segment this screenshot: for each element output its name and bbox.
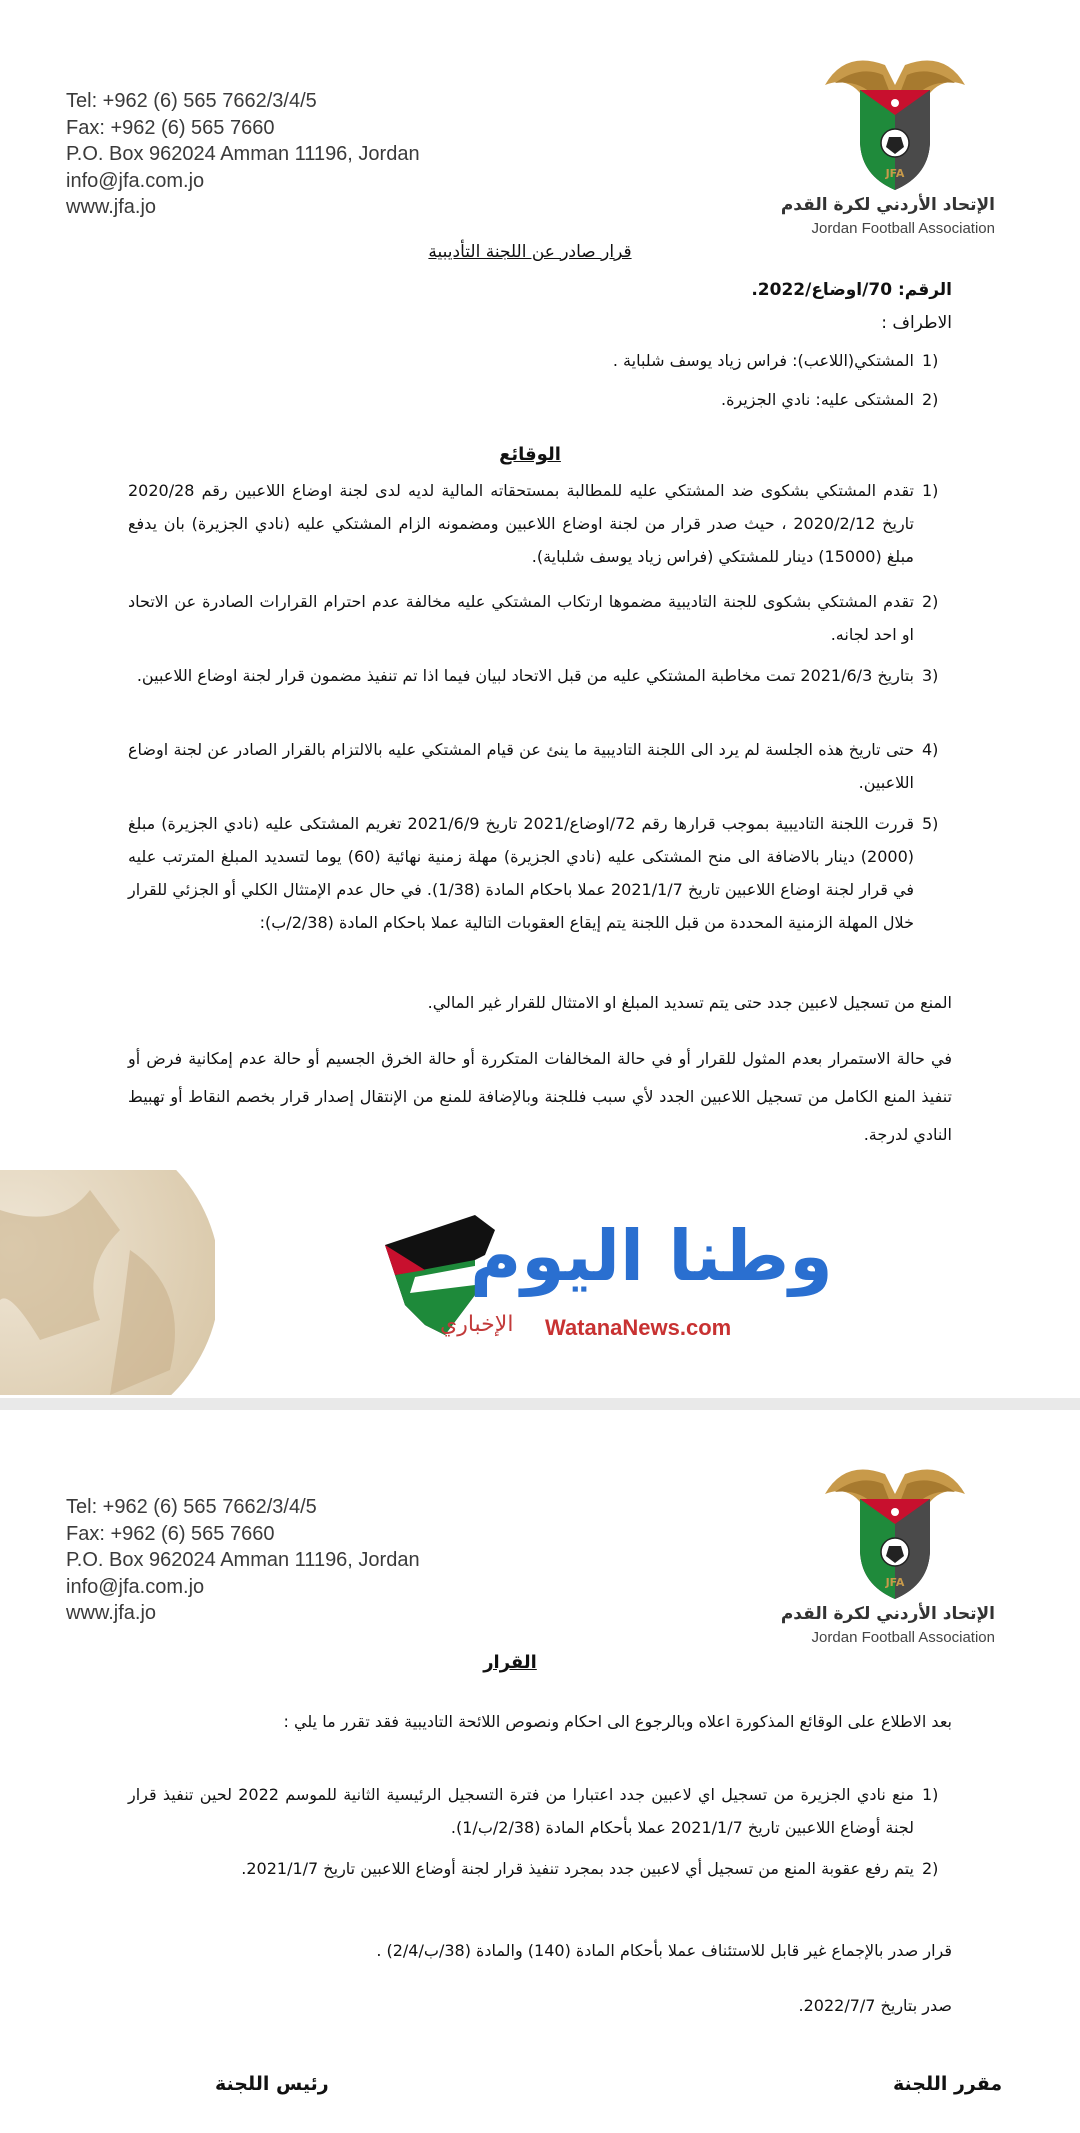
page-separator [0,1398,1080,1410]
fact-text: تقدم المشتكي بشكوى للجنة التاديبية مضموها ارتكاب المشتكي عليه مخالفة عدم احترام القرارات الصادرة عن الاتحاد او احد لجانه. [128,592,914,644]
contact-email: info@jfa.com.jo [66,169,205,192]
jfa-eagle-crest-icon [815,45,975,195]
contact-fax: Fax: +962 (6) 565 7660 [66,1522,275,1545]
jfa-logo [780,45,995,245]
decision-heading: القرار [483,1652,537,1673]
jfa-logo [780,1454,995,1654]
item-number: 1) [922,1785,939,1804]
fact-text: حتى تاريخ هذه الجلسة لم يرد الى اللجنة التاديبية ما ينئ عن قيام المشتكي عليه بالالتزام بالقرار الصادر عن لجنة اوضاع اللاعبين. [128,740,914,792]
logo-name-arabic: الإتحاد الأردني لكرة القدم [780,195,995,215]
contact-tel: Tel: +962 (6) 565 7662/3/4/5 [66,1496,317,1518]
parties-label: الاطراف : [881,313,952,333]
party-item [152,383,952,416]
contact-email: info@jfa.com.jo [66,1575,205,1598]
decision-text: منع نادي الجزيرة من تسجيل اي لاعبين جدد اعتبارا من فترة التسجيل الرئيسية الثانية للموسم 2022 لحين تنفيذ قرار لجنة أوضاع اللاعبين تاريخ 2021/1/7 عملا بأحكام المادة (2/38/ب/1). [128,1785,915,1837]
contact-block [66,88,420,221]
fact-item [128,733,952,799]
fact-text: تقدم المشتكي بشكوى ضد المشتكي عليه للمطالبة بمستحقاته المالية لديه لدى لجنة اوضاع اللاعبين رقم 2020/28 تاريخ 2020/2/12 ، حيث صدر قرار من لجنة اوضاع اللاعبين ومضمونه الزام المشتكي عليه (نادي الجزيرة) بان يدفع مبلغ (15000) دينار للمشتكي (فراس زياد يوسف شلباية). [128,481,915,566]
document-title: قرار صادر عن اللجنة التأديبية [428,242,632,262]
contact-pobox: P.O. Box 962024 Amman 11196, Jordan [66,143,420,165]
svg-text:JFA: JFA [885,1576,905,1589]
logo-name-english: Jordan Football Association [811,1629,995,1646]
committee-chairman-label: رئيس اللجنة [215,2073,329,2095]
svg-text:JFA: JFA [885,167,905,180]
logo-name-english: Jordan Football Association [811,220,995,237]
contact-pobox: P.O. Box 962024 Amman 11196, Jordan [66,1549,420,1571]
item-number: 1) [922,351,939,370]
penalty-paragraph: في حالة الاستمرار بعدم المثول للقرار أو في حالة المخالفات المتكررة أو حالة الخرق الجسيم أو حالة عدم إمكانية فرض أو تنفيذ المنع الكامل من تسجيل اللاعبين الجدد لأي سبب فللجنة وبالإضافة للمنع من الإنتقال إصدار قرار بخصم النقاط أو تهبيط النادي لدرجة. [128,1049,952,1144]
watermark-subtitle: الإخباري [440,1312,514,1337]
fact-text: بتاريخ 2021/6/3 تمت مخاطبة المشتكي عليه من قبل الاتحاد لبيان فيما اذا تم تنفيذ مضمون قرار لجنة اوضاع اللاعبين. [136,666,914,685]
jfa-eagle-crest-icon [815,1454,975,1604]
facts-heading: الوقائع [499,444,561,465]
fact-item [128,659,952,692]
fact-item [128,474,952,573]
contact-tel: Tel: +962 (6) 565 7662/3/4/5 [66,90,317,112]
watermark-site-url: WatanaNews.com [545,1315,732,1340]
committee-rapporteur-label: مقرر اللجنة [893,2073,1003,2095]
party-text: المشتكى عليه: نادي الجزيرة. [721,390,914,409]
logo-name-arabic: الإتحاد الأردني لكرة القدم [780,1604,995,1624]
item-number: 5) [922,814,939,833]
item-number: 1) [922,481,939,500]
penalty-paragraph: المنع من تسجيل لاعبين جدد حتى يتم تسديد المبلغ او الامتثال للقرار غير المالي. [427,993,952,1012]
contact-website: www.jfa.jo [66,1602,157,1624]
item-number: 2) [922,390,939,409]
contact-block [66,1494,420,1627]
decision-item [128,1778,952,1844]
fact-item [128,585,952,651]
decision-text: يتم رفع عقوبة المنع من تسجيل أي لاعبين جدد بمجرد تنفيذ قرار لجنة أوضاع اللاعبين تاريخ 2021/1/7. [241,1859,914,1878]
item-number: 2) [922,592,939,611]
party-text: المشتكي(اللاعب): فراس زياد يوسف شلباية . [612,351,914,370]
item-number: 3) [922,666,939,685]
decision-item [128,1852,952,1885]
fact-text: قررت اللجنة التاديبية بموجب قرارها رقم 72/اوضاع/2021 تاريخ 2021/6/9 تغريم المشتكى عليه (نادي الجزيرة) مبلغ (2000) دينار بالاضافة الى منح المشتكى عليه (نادي الجزيرة) مهلة زمنية نهائية (60) يوما لتسديد المبلغ المترتب عليه في قرار لجنة اوضاع اللاعبين تاريخ 2021/1/7 عملا باحكام المادة (1/38). في حال عدم الإمتثال الكلي أو الجزئي للقرار خلال المهلة الزمنية المحددة من قبل اللجنة يتم إيقاع العقوبات التالية عملا باحكام المادة (2/38/ب): [128,814,915,932]
reference-number: الرقم: 70/اوضاع/2022. [751,280,952,300]
issue-date: صدر بتاريخ 2022/7/7. [798,1996,952,2015]
decision-intro: بعد الاطلاع على الوقائع المذكورة اعلاه وبالرجوع الى احكام ونصوص اللائحة التاديبية فقد تقرر ما يلي : [283,1712,952,1731]
fact-item [128,807,952,939]
contact-fax: Fax: +962 (6) 565 7660 [66,116,275,139]
item-number: 2) [922,1859,939,1878]
football-background-icon [0,1170,215,1395]
watermark-site-name: وطنا اليوم [470,1215,833,1297]
item-number: 4) [922,740,939,759]
contact-website: www.jfa.jo [66,196,157,218]
party-item [152,344,952,377]
unanimous-statement: قرار صدر بالإجماع غير قابل للاستئناف عملا بأحكام المادة (140) والمادة (38/ب/2/4) . [376,1941,952,1960]
